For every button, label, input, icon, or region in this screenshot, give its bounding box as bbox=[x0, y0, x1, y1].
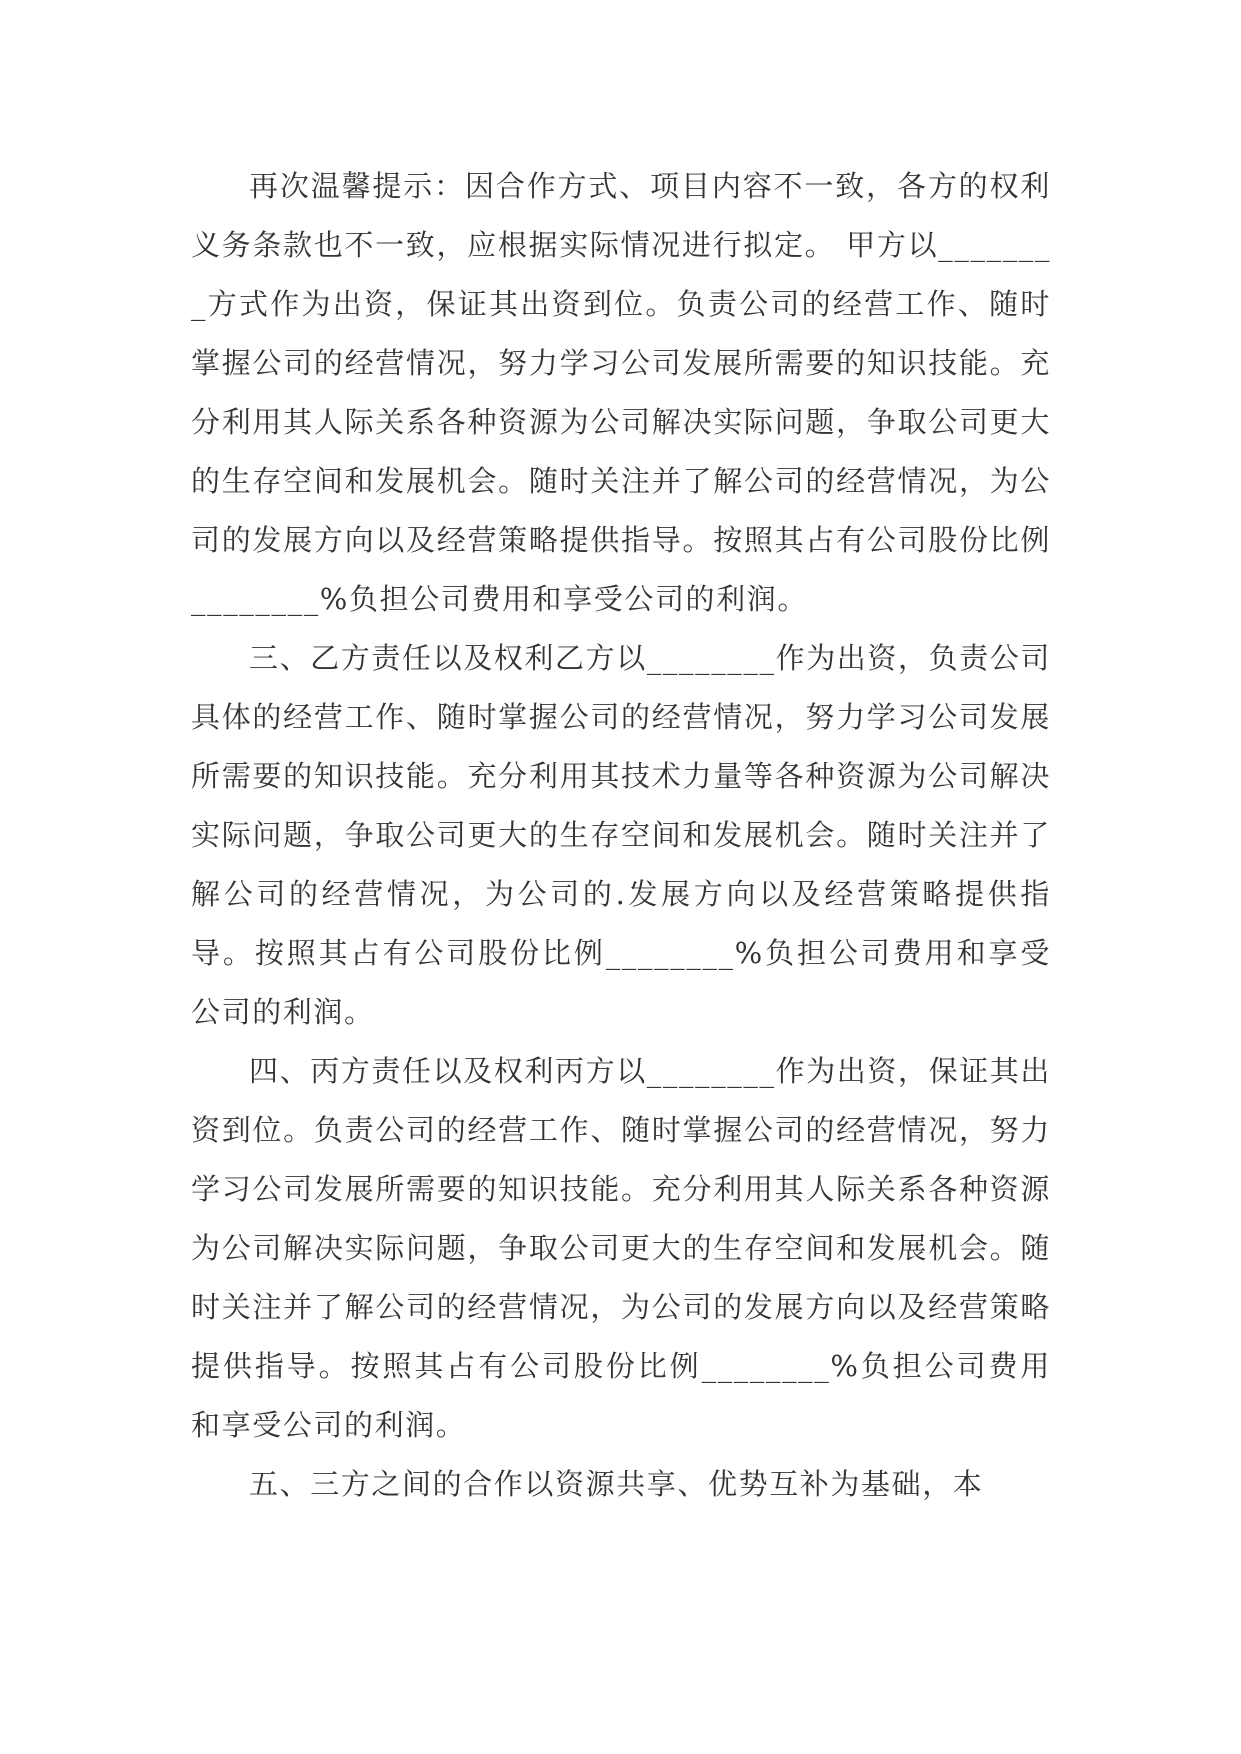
paragraph-reminder-party-a: 再次温馨提示：因合作方式、项目内容不一致，各方的权利义务条款也不一致，应根据实际情况进行拟定。 甲方以________方式作为出资，保证其出资到位。负责公司的经营工作、随时掌握公司的经营情况，努力学习公司发展所需要的知识技能。充分利用其人际关系各种资源为公司解决实际问题，争取公司更大的生存空间和发展机会。随时关注并了解公司的经营情况，为公司的发展方向以及经营策略提供指导。按照其占有公司股份比例________%负担公司费用和享受公司的利润。 bbox=[191, 169, 1051, 616]
paragraph-party-c: 四、丙方责任以及权利丙方以________作为出资，保证其出资到位。负责公司的经营工作、随时掌握公司的经营情况，努力学习公司发展所需要的知识技能。充分利用其人际关系各种资源为公司解决实际问题，争取公司更大的生存空间和发展机会。随时关注并了解公司的经营情况，为公司的发展方向以及经营策略提供指导。按照其占有公司股份比例________%负担公司费用和享受公司的利润。 bbox=[191, 1054, 1052, 1442]
paragraph-cooperation: 五、三方之间的合作以资源共享、优势互补为基础，本 bbox=[249, 1467, 984, 1501]
document-body bbox=[191, 157, 1051, 1514]
paragraph-party-b: 三、乙方责任以及权利乙方以________作为出资，负责公司具体的经营工作、随时掌握公司的经营情况，努力学习公司发展所需要的知识技能。充分利用其技术力量等各种资源为公司解决实际问题，争取公司更大的生存空间和发展机会。随时关注并了解公司的经营情况，为公司的.发展方向以及经营策略提供指导。按照其占有公司股份比例________%负担公司费用和享受公司的利润。 bbox=[191, 641, 1052, 1029]
